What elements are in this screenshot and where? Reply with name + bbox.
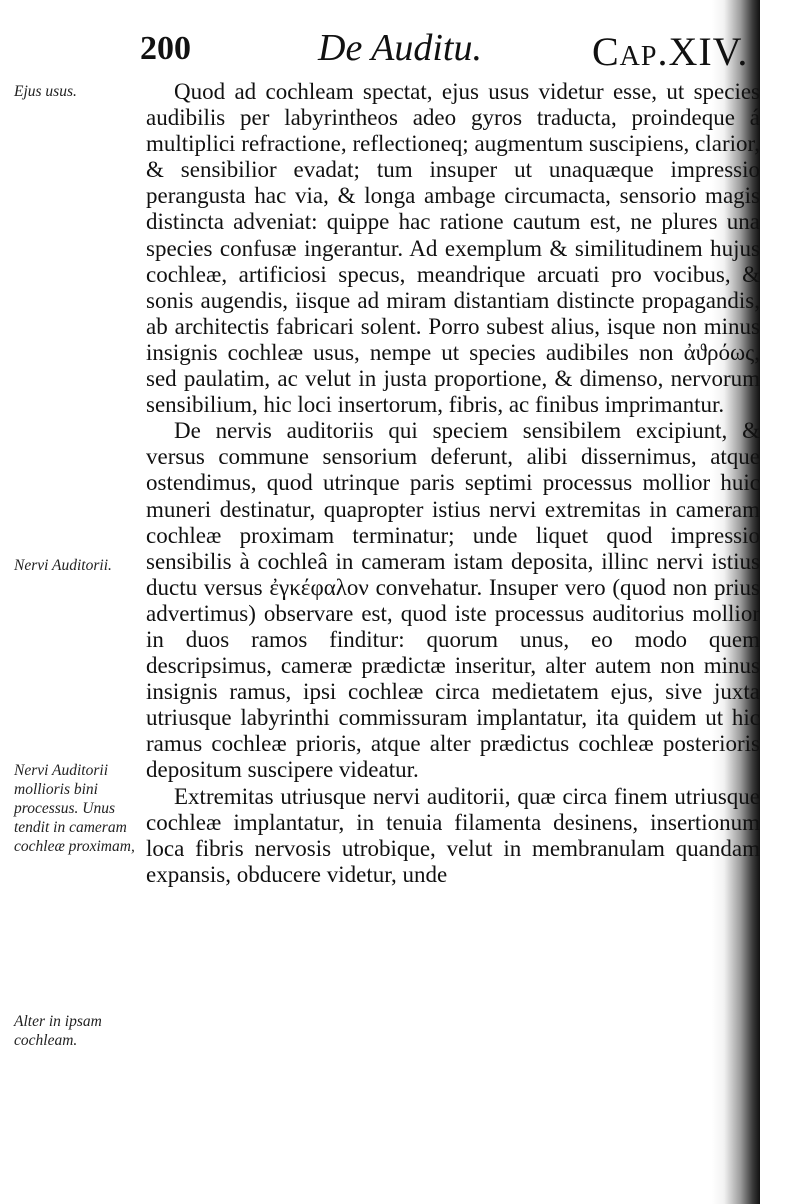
marginal-note: Nervi Auditorii. bbox=[14, 557, 112, 574]
marginal-note: Nervi Auditorii mollioris bini processus. Unus tendit in cameram cochleæ proximam, bbox=[14, 762, 135, 855]
page-number: 200 bbox=[140, 30, 191, 67]
running-head bbox=[0, 26, 760, 76]
running-title: De Auditu. bbox=[318, 27, 482, 69]
marginal-note: Alter in ipsam cochleam. bbox=[14, 1013, 102, 1049]
paragraph: Quod ad cochleam spectat, ejus usus videtur esse, ut species audibilis per labyrintheos adeo gyros traducta, proindeque á multiplici refractione, reflectioneq; augmentum suscipiens, clarior, & sensibilior evadat; tum insuper ut unaquæque impressio perangusta hac via, & longa ambage circumacta, sensorio magis distincta adveniat: quippe hac ratione cautum est, ne plures una species confusæ ingerantur. Ad exemplum & similitudinem hujus cochleæ, artificiosi specus, meandrique arcuati pro vocibus, & sonis augendis, iisque ad miram distantiam distincte propagandis, ab architectis fabricari solent. Porro subest alius, isque non minus insignis cochleæ usus, nempe ut species audibiles non ἀϑρόως, sed paulatim, ac velut in justa proportione, & dimenso, nervorum sensibilium, hic loci insertorum, fibris, ac finibus imprimantur. bbox=[146, 79, 760, 418]
main-text bbox=[146, 79, 760, 888]
paragraph: Extremitas utriusque nervi auditorii, quæ circa finem utriusque cochleæ implantatur, in tenuia filamenta desinens, insertionum loca fibris nervosis utrobique, velut in membranulam quandam expansis, obducere videtur, unde bbox=[146, 783, 760, 887]
marginal-note: Ejus usus. bbox=[14, 83, 77, 100]
paragraph: De nervis auditoriis qui speciem sensibilem excipiunt, & versus commune sensorium deferunt, alibi dissernimus, atque ostendimus, quod utrinque paris septimi processus mollior huic muneri destinatur, quapropter istius nervi extremitas in cameram cochleæ proximam terminatur; unde liquet quod impressio sensibilis à cochleâ in cameram istam deposita, illinc nervi istius ductu versus ἐγκέφαλον convehatur. Insuper vero (quod non prius advertimus) observare est, quod iste processus auditorius mollior in duos ramos finditur: quorum unus, eo modo quem descripsimus, cameræ prædictæ inseritur, alter autem non minus insignis ramus, ipsi cochleæ circa medietatem ejus, sive juxta utriusque labyrinthi commissuram implantatur, ita quidem ut hic ramus cochleæ prioris, atque alter prædictus cochleæ posterioris depositum suscipere videatur. bbox=[146, 418, 760, 783]
chapter-heading: Cap.XIV. bbox=[592, 29, 749, 74]
